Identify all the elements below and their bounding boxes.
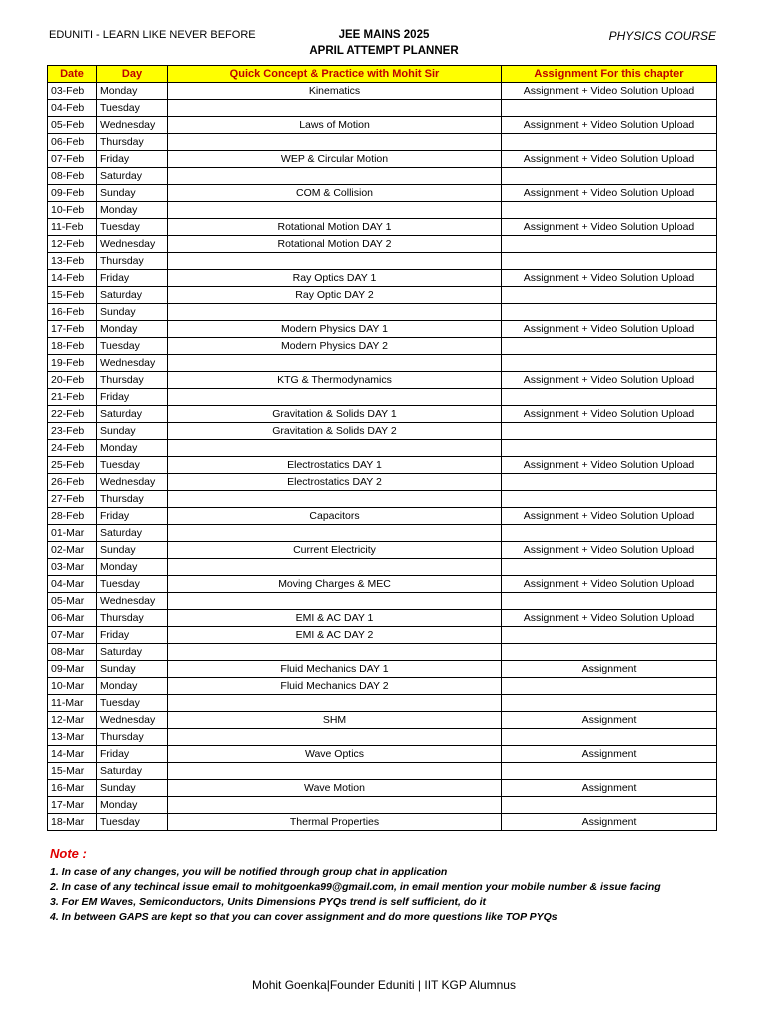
day-cell: Thursday — [97, 253, 168, 270]
assignment-cell — [502, 202, 717, 219]
date-cell: 04-Feb — [48, 100, 97, 117]
day-cell: Sunday — [97, 423, 168, 440]
table-row — [48, 780, 717, 797]
table-row — [48, 678, 717, 695]
table-row — [48, 746, 717, 763]
date-cell: 11-Feb — [48, 219, 97, 236]
table-row — [48, 83, 717, 100]
topic-cell: Ray Optic DAY 2 — [168, 287, 502, 304]
table-row — [48, 202, 717, 219]
topic-cell: Ray Optics DAY 1 — [168, 270, 502, 287]
day-cell: Thursday — [97, 729, 168, 746]
assignment-cell — [502, 729, 717, 746]
day-cell: Wednesday — [97, 593, 168, 610]
assignment-cell — [502, 134, 717, 151]
date-cell: 15-Feb — [48, 287, 97, 304]
planner-table — [47, 65, 717, 831]
assignment-cell — [502, 797, 717, 814]
assignment-cell: Assignment — [502, 780, 717, 797]
date-cell: 18-Mar — [48, 814, 97, 831]
topic-cell — [168, 695, 502, 712]
table-row — [48, 151, 717, 168]
column-header-topic: Quick Concept & Practice with Mohit Sir — [168, 66, 502, 83]
table-row — [48, 440, 717, 457]
day-cell: Thursday — [97, 610, 168, 627]
footer-credit: Mohit Goenka|Founder Eduniti | IIT KGP Alumnus — [252, 978, 516, 992]
date-cell: 19-Feb — [48, 355, 97, 372]
table-row — [48, 304, 717, 321]
assignment-cell — [502, 593, 717, 610]
date-cell: 22-Feb — [48, 406, 97, 423]
assignment-cell — [502, 678, 717, 695]
day-cell: Saturday — [97, 763, 168, 780]
topic-cell: Rotational Motion DAY 1 — [168, 219, 502, 236]
day-cell: Tuesday — [97, 100, 168, 117]
date-cell: 07-Feb — [48, 151, 97, 168]
day-cell: Friday — [97, 508, 168, 525]
assignment-cell: Assignment — [502, 746, 717, 763]
assignment-cell: Assignment — [502, 814, 717, 831]
day-cell: Tuesday — [97, 338, 168, 355]
table-row — [48, 729, 717, 746]
topic-cell: SHM — [168, 712, 502, 729]
topic-cell: Laws of Motion — [168, 117, 502, 134]
topic-cell: WEP & Circular Motion — [168, 151, 502, 168]
date-cell: 28-Feb — [48, 508, 97, 525]
topic-cell: Wave Optics — [168, 746, 502, 763]
assignment-cell — [502, 525, 717, 542]
column-header-date: Date — [48, 66, 97, 83]
day-cell: Tuesday — [97, 457, 168, 474]
table-row — [48, 100, 717, 117]
date-cell: 15-Mar — [48, 763, 97, 780]
date-cell: 12-Feb — [48, 236, 97, 253]
table-row — [48, 797, 717, 814]
day-cell: Friday — [97, 627, 168, 644]
topic-cell — [168, 525, 502, 542]
assignment-cell: Assignment + Video Solution Upload — [502, 219, 717, 236]
table-header-row — [48, 66, 717, 83]
topic-cell — [168, 168, 502, 185]
table-row — [48, 542, 717, 559]
date-cell: 16-Feb — [48, 304, 97, 321]
day-cell: Saturday — [97, 287, 168, 304]
table-row — [48, 355, 717, 372]
assignment-cell: Assignment + Video Solution Upload — [502, 406, 717, 423]
date-cell: 18-Feb — [48, 338, 97, 355]
date-cell: 26-Feb — [48, 474, 97, 491]
topic-cell — [168, 491, 502, 508]
table-row — [48, 695, 717, 712]
brand-tagline: EDUNITI - LEARN LIKE NEVER BEFORE — [49, 29, 256, 41]
topic-cell — [168, 304, 502, 321]
table-row — [48, 627, 717, 644]
date-cell: 07-Mar — [48, 627, 97, 644]
topic-cell: Gravitation & Solids DAY 1 — [168, 406, 502, 423]
topic-cell: Electrostatics DAY 2 — [168, 474, 502, 491]
topic-cell — [168, 797, 502, 814]
assignment-cell: Assignment + Video Solution Upload — [502, 117, 717, 134]
assignment-cell — [502, 304, 717, 321]
topic-cell: Rotational Motion DAY 2 — [168, 236, 502, 253]
topic-cell: Wave Motion — [168, 780, 502, 797]
assignment-cell — [502, 491, 717, 508]
day-cell: Monday — [97, 83, 168, 100]
day-cell: Monday — [97, 202, 168, 219]
table-row — [48, 270, 717, 287]
table-row — [48, 661, 717, 678]
topic-cell: Kinematics — [168, 83, 502, 100]
assignment-cell — [502, 474, 717, 491]
topic-cell: Capacitors — [168, 508, 502, 525]
topic-cell — [168, 644, 502, 661]
table-row — [48, 168, 717, 185]
table-row — [48, 576, 717, 593]
table-row — [48, 457, 717, 474]
assignment-cell: Assignment + Video Solution Upload — [502, 185, 717, 202]
date-cell: 06-Feb — [48, 134, 97, 151]
table-row — [48, 389, 717, 406]
day-cell: Monday — [97, 440, 168, 457]
note-line: 3. For EM Waves, Semiconductors, Units Dimensions PYQs trend is self sufficient, do it — [50, 896, 487, 908]
planner-body — [48, 83, 717, 831]
table-row — [48, 559, 717, 576]
assignment-cell — [502, 253, 717, 270]
topic-cell — [168, 202, 502, 219]
assignment-cell — [502, 389, 717, 406]
day-cell: Sunday — [97, 542, 168, 559]
day-cell: Sunday — [97, 661, 168, 678]
table-row — [48, 236, 717, 253]
note-line: 1. In case of any changes, you will be notified through group chat in application — [50, 866, 448, 878]
table-row — [48, 610, 717, 627]
topic-cell: Modern Physics DAY 1 — [168, 321, 502, 338]
day-cell: Tuesday — [97, 219, 168, 236]
date-cell: 16-Mar — [48, 780, 97, 797]
day-cell: Wednesday — [97, 236, 168, 253]
note-title: Note : — [50, 846, 87, 861]
date-cell: 20-Feb — [48, 372, 97, 389]
topic-cell: Gravitation & Solids DAY 2 — [168, 423, 502, 440]
date-cell: 05-Feb — [48, 117, 97, 134]
date-cell: 23-Feb — [48, 423, 97, 440]
day-cell: Wednesday — [97, 117, 168, 134]
date-cell: 14-Mar — [48, 746, 97, 763]
assignment-cell — [502, 695, 717, 712]
topic-cell: Electrostatics DAY 1 — [168, 457, 502, 474]
table-row — [48, 712, 717, 729]
assignment-cell — [502, 763, 717, 780]
date-cell: 10-Feb — [48, 202, 97, 219]
topic-cell: Thermal Properties — [168, 814, 502, 831]
day-cell: Saturday — [97, 168, 168, 185]
topic-cell: COM & Collision — [168, 185, 502, 202]
assignment-cell: Assignment + Video Solution Upload — [502, 542, 717, 559]
day-cell: Sunday — [97, 780, 168, 797]
table-row — [48, 474, 717, 491]
date-cell: 13-Feb — [48, 253, 97, 270]
table-row — [48, 219, 717, 236]
table-row — [48, 117, 717, 134]
date-cell: 06-Mar — [48, 610, 97, 627]
date-cell: 17-Mar — [48, 797, 97, 814]
table-row — [48, 287, 717, 304]
day-cell: Sunday — [97, 185, 168, 202]
day-cell: Friday — [97, 746, 168, 763]
assignment-cell: Assignment + Video Solution Upload — [502, 151, 717, 168]
assignment-cell: Assignment + Video Solution Upload — [502, 457, 717, 474]
date-cell: 14-Feb — [48, 270, 97, 287]
note-section — [50, 846, 730, 925]
date-cell: 13-Mar — [48, 729, 97, 746]
planner-title: APRIL ATTEMPT PLANNER — [309, 45, 459, 57]
table-row — [48, 508, 717, 525]
table-row — [48, 814, 717, 831]
topic-cell — [168, 593, 502, 610]
table-row — [48, 525, 717, 542]
table-row — [48, 338, 717, 355]
topic-cell — [168, 134, 502, 151]
table-row — [48, 321, 717, 338]
topic-cell — [168, 100, 502, 117]
day-cell: Friday — [97, 151, 168, 168]
note-line: 2. In case of any techincal issue email to mohitgoenka99@gmail.com, in email mention your mobile number & issue facing — [50, 881, 661, 893]
column-header-day: Day — [97, 66, 168, 83]
day-cell: Thursday — [97, 491, 168, 508]
date-cell: 24-Feb — [48, 440, 97, 457]
day-cell: Sunday — [97, 304, 168, 321]
assignment-cell: Assignment + Video Solution Upload — [502, 610, 717, 627]
assignment-cell: Assignment + Video Solution Upload — [502, 321, 717, 338]
table-row — [48, 491, 717, 508]
topic-cell: EMI & AC DAY 1 — [168, 610, 502, 627]
table-row — [48, 134, 717, 151]
day-cell: Wednesday — [97, 712, 168, 729]
assignment-cell — [502, 236, 717, 253]
table-row — [48, 406, 717, 423]
topic-cell — [168, 729, 502, 746]
day-cell: Saturday — [97, 406, 168, 423]
assignment-cell: Assignment + Video Solution Upload — [502, 372, 717, 389]
day-cell: Saturday — [97, 525, 168, 542]
day-cell: Friday — [97, 389, 168, 406]
topic-cell — [168, 355, 502, 372]
table-row — [48, 423, 717, 440]
date-cell: 05-Mar — [48, 593, 97, 610]
date-cell: 17-Feb — [48, 321, 97, 338]
topic-cell: Current Electricity — [168, 542, 502, 559]
date-cell: 08-Mar — [48, 644, 97, 661]
assignment-cell: Assignment — [502, 712, 717, 729]
date-cell: 03-Mar — [48, 559, 97, 576]
assignment-cell: Assignment + Video Solution Upload — [502, 576, 717, 593]
date-cell: 12-Mar — [48, 712, 97, 729]
date-cell: 11-Mar — [48, 695, 97, 712]
date-cell: 02-Mar — [48, 542, 97, 559]
day-cell: Monday — [97, 321, 168, 338]
day-cell: Monday — [97, 559, 168, 576]
topic-cell: Moving Charges & MEC — [168, 576, 502, 593]
table-row — [48, 763, 717, 780]
topic-cell: Modern Physics DAY 2 — [168, 338, 502, 355]
note-line: 4. In between GAPS are kept so that you can cover assignment and do more questions like TOP PYQs — [50, 911, 558, 923]
day-cell: Tuesday — [97, 576, 168, 593]
day-cell: Monday — [97, 797, 168, 814]
topic-cell: EMI & AC DAY 2 — [168, 627, 502, 644]
assignment-cell — [502, 423, 717, 440]
day-cell: Friday — [97, 270, 168, 287]
topic-cell: KTG & Thermodynamics — [168, 372, 502, 389]
day-cell: Wednesday — [97, 355, 168, 372]
date-cell: 03-Feb — [48, 83, 97, 100]
table-row — [48, 593, 717, 610]
topic-cell — [168, 763, 502, 780]
day-cell: Thursday — [97, 372, 168, 389]
date-cell: 08-Feb — [48, 168, 97, 185]
topic-cell: Fluid Mechanics DAY 2 — [168, 678, 502, 695]
assignment-cell: Assignment — [502, 661, 717, 678]
day-cell: Monday — [97, 678, 168, 695]
assignment-cell — [502, 100, 717, 117]
day-cell: Thursday — [97, 134, 168, 151]
day-cell: Saturday — [97, 644, 168, 661]
date-cell: 04-Mar — [48, 576, 97, 593]
date-cell: 01-Mar — [48, 525, 97, 542]
date-cell: 09-Mar — [48, 661, 97, 678]
assignment-cell — [502, 338, 717, 355]
day-cell: Wednesday — [97, 474, 168, 491]
topic-cell — [168, 253, 502, 270]
date-cell: 27-Feb — [48, 491, 97, 508]
topic-cell — [168, 440, 502, 457]
assignment-cell — [502, 440, 717, 457]
topic-cell — [168, 559, 502, 576]
table-row — [48, 372, 717, 389]
course-label: PHYSICS COURSE — [608, 29, 716, 43]
topic-cell: Fluid Mechanics DAY 1 — [168, 661, 502, 678]
table-row — [48, 644, 717, 661]
exam-title: JEE MAINS 2025 — [338, 29, 430, 41]
date-cell: 25-Feb — [48, 457, 97, 474]
assignment-cell: Assignment + Video Solution Upload — [502, 270, 717, 287]
topic-cell — [168, 389, 502, 406]
date-cell: 21-Feb — [48, 389, 97, 406]
assignment-cell — [502, 168, 717, 185]
assignment-cell: Assignment + Video Solution Upload — [502, 508, 717, 525]
day-cell: Tuesday — [97, 814, 168, 831]
table-row — [48, 185, 717, 202]
assignment-cell: Assignment + Video Solution Upload — [502, 83, 717, 100]
assignment-cell — [502, 287, 717, 304]
assignment-cell — [502, 644, 717, 661]
column-header-assignment: Assignment For this chapter — [502, 66, 717, 83]
assignment-cell — [502, 627, 717, 644]
table-row — [48, 253, 717, 270]
assignment-cell — [502, 355, 717, 372]
day-cell: Tuesday — [97, 695, 168, 712]
date-cell: 09-Feb — [48, 185, 97, 202]
assignment-cell — [502, 559, 717, 576]
date-cell: 10-Mar — [48, 678, 97, 695]
